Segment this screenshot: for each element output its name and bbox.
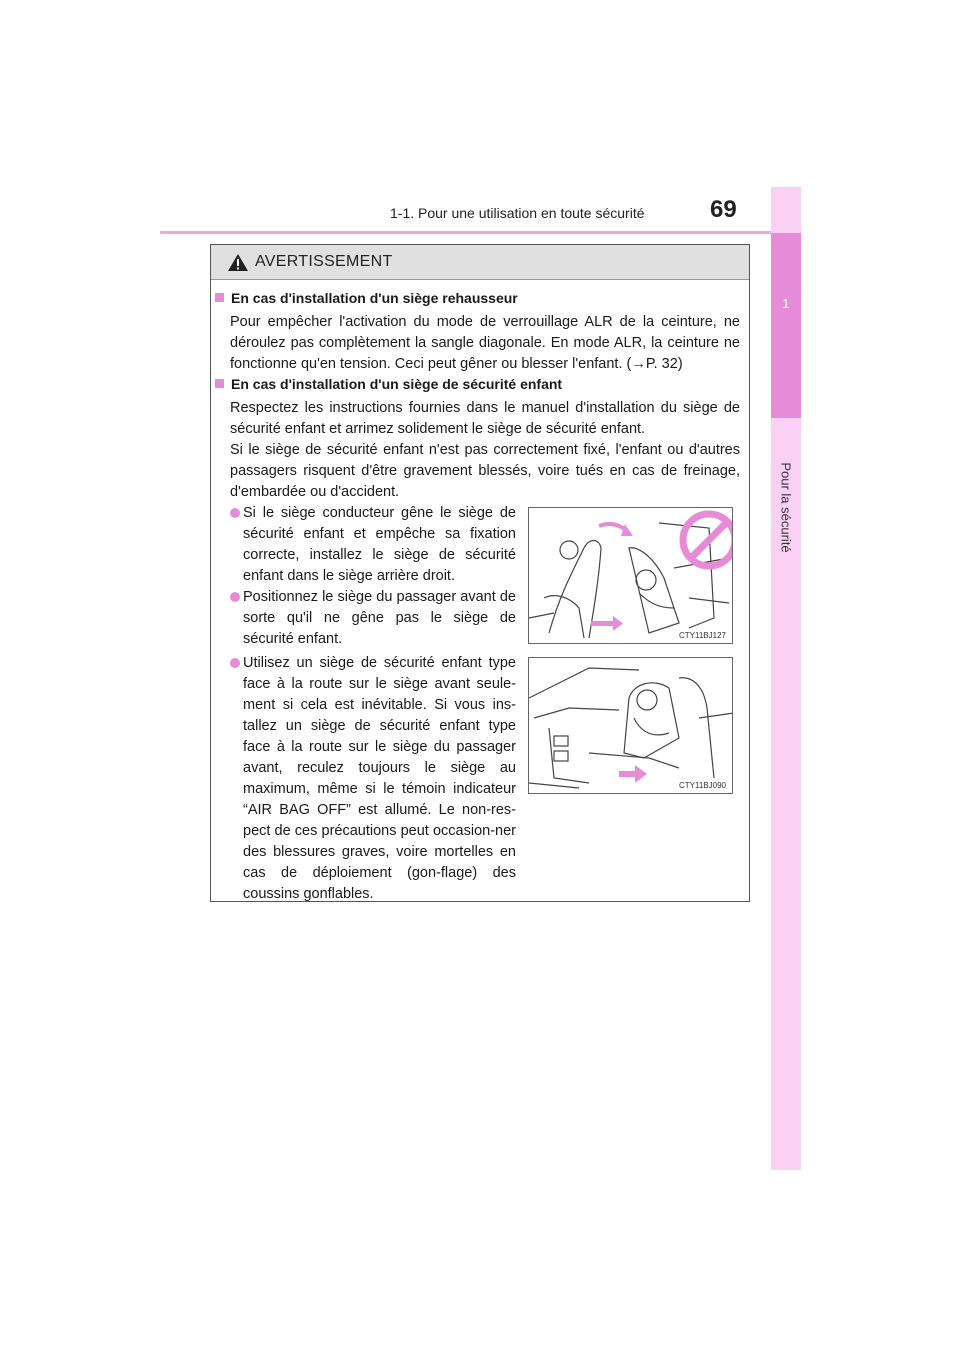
page-number: 69 [710,196,737,223]
square-bullet-icon [215,379,224,388]
chapter-number: 1 [782,296,790,311]
section-title-booster: En cas d'installation d'un siège rehausseur [215,290,518,306]
chapter-tab-marker [771,233,801,418]
round-bullet-icon [230,592,240,602]
figure-code: CTY11BJ127 [679,631,726,640]
section-text-child-seat-2: Si le siège de sécurité enfant n'est pas correctement fixé, l'enfant ou d'autres passagers risquent d'être gravement blessés, voire tués en cas de freinage, d'embardée ou d'accident. [230,442,740,500]
round-bullet-icon [230,658,240,668]
figure-driver-seat-interference [528,507,733,644]
front-seat-child-seat-illustration [529,658,733,794]
section-title-child-seat: En cas d'installation d'un siège de sécurité enfant [215,376,562,392]
bullet-item-2: Positionnez le siège du passager avant de sorte qu'il ne gêne pas le siège de sécurité enfant. [230,587,516,650]
section-text-booster: Pour empêcher l'activation du mode de verrouillage ALR de la ceinture, ne déroulez pas complètement la sangle diagonale. En mode ALR, la ceinture ne fonctionne qu'en tension. Ceci peut gêner ou blesser l'enfant. (→P. 32) [230,314,740,372]
warning-triangle-icon [227,253,249,272]
round-bullet-icon [230,508,240,518]
bullet-item-3: Utilisez un siège de sécurité enfant type face à la route sur le siège avant seule-ment si cela est inévitable. Si vous ins-tallez un siège de sécurité enfant type face à la route sur le siège du passager avant, reculez toujours le siège au maximum, même si le témoin indicateur “AIR BAG OFF” est allumé. Le non-res-pect de ces précautions peut occasion-ner des blessures graves, voire mortelles en cas de déploiement (gon-flage) des coussins gonflables. [230,653,516,905]
square-bullet-icon [215,293,224,302]
seat-interference-illustration [529,508,733,644]
warning-header [211,245,749,280]
bullet-item-1: Si le siège conducteur gêne le siège de sécurité enfant et empêche sa fixation correcte, installez le siège de sécurité enfant dans le siège arrière droit. [230,503,516,587]
warning-box [210,244,750,902]
warning-title: AVERTISSEMENT [255,253,393,270]
section-heading: 1-1. Pour une utilisation en toute sécurité [390,205,645,221]
figure-front-passenger-child-seat [528,657,733,794]
header-rule [160,231,800,234]
chapter-title: Pour la sécurité [778,462,794,553]
figure-code: CTY11BJ090 [679,781,726,790]
section-text-child-seat-1: Respectez les instructions fournies dans le manuel d'installation du siège de sécurité enfant et arrimez solidement le siège de sécurité enfant. [230,400,740,437]
